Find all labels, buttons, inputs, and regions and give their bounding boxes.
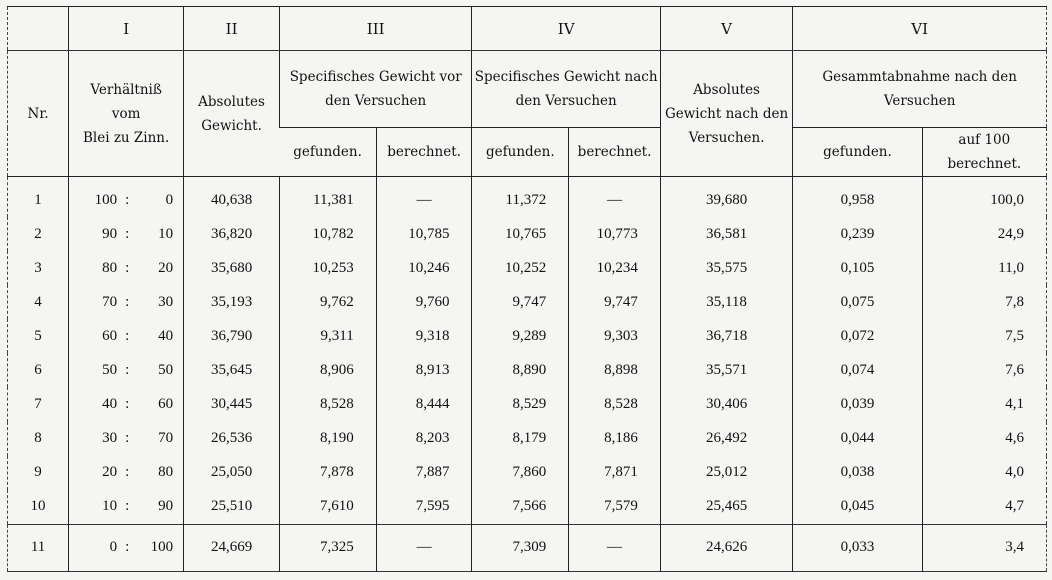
header-absn-line2: Gewicht nach den bbox=[664, 105, 789, 122]
cell-decrease-per-100: 7,6 bbox=[922, 353, 1046, 387]
cell-nr: 8 bbox=[34, 430, 42, 447]
cell-nr: 1 bbox=[34, 191, 42, 208]
ratio-tin: 0 bbox=[165, 191, 174, 208]
cell-absolute-weight-after: 35,571 bbox=[660, 353, 792, 387]
ratio-lead: 30 bbox=[102, 430, 118, 447]
cell-spv-found: 11,381 bbox=[279, 177, 376, 218]
ratio-tin: 10 bbox=[158, 225, 174, 242]
header-absolute-weight-after bbox=[660, 51, 792, 177]
ratio-tin: 30 bbox=[158, 293, 174, 310]
cell-spv-calculated: 8,913 bbox=[376, 353, 472, 387]
cell-decrease-per-100: 3,4 bbox=[922, 524, 1046, 571]
cell-spn-calculated: 8,186 bbox=[569, 422, 661, 456]
cell-decrease-found: 0,038 bbox=[793, 456, 922, 490]
cell-absolute-weight-after: 25,465 bbox=[660, 490, 792, 525]
cell-nr: 11 bbox=[8, 524, 69, 571]
table-row bbox=[8, 251, 1047, 285]
cell-spn-found: 10,765 bbox=[472, 217, 569, 251]
cell-spv-calculated: — bbox=[376, 524, 472, 571]
cell-spn-found: 7,566 bbox=[472, 490, 569, 525]
ratio-tin: 90 bbox=[158, 498, 174, 515]
cell-absolute-weight: 40,638 bbox=[184, 177, 280, 218]
cell-absolute-weight: 35,680 bbox=[184, 251, 280, 285]
cell-spn-found: 7,309 bbox=[472, 524, 569, 571]
table-row bbox=[8, 319, 1047, 353]
cell-decrease-per-100: 7,5 bbox=[922, 319, 1046, 353]
cell-spn-calculated: 8,898 bbox=[569, 353, 661, 387]
cell-spv-found: 8,528 bbox=[279, 387, 376, 421]
subheader-abn-per-100: auf 100 berechnet. bbox=[922, 128, 1046, 177]
cell-spn-calculated: 10,234 bbox=[569, 251, 661, 285]
subheader-spv-calculated: berechnet. bbox=[376, 128, 472, 177]
table-row bbox=[8, 387, 1047, 421]
cell-spv-calculated: 7,595 bbox=[376, 490, 472, 525]
header-spec-weight-after bbox=[472, 51, 660, 128]
header-total-decrease bbox=[793, 51, 1047, 128]
cell-absolute-weight-after: 36,718 bbox=[660, 319, 792, 353]
table-row bbox=[8, 177, 1047, 218]
cell-decrease-found: 0,239 bbox=[793, 217, 922, 251]
cell-spn-found: 11,372 bbox=[472, 177, 569, 218]
cell-absolute-weight: 36,790 bbox=[184, 319, 280, 353]
cell-ratio: 10 : 90 bbox=[69, 490, 184, 525]
ratio-lead: 60 bbox=[102, 327, 118, 344]
header-nr: Nr. bbox=[8, 51, 69, 177]
cell-decrease-found: 0,074 bbox=[793, 353, 922, 387]
cell-spv-found: 7,878 bbox=[279, 456, 376, 490]
table-row bbox=[8, 353, 1047, 387]
cell-absolute-weight: 35,645 bbox=[184, 353, 280, 387]
cell-ratio: 40 : 60 bbox=[69, 387, 184, 421]
table-row bbox=[8, 217, 1047, 251]
cell-spv-found: 10,782 bbox=[279, 217, 376, 251]
table-row bbox=[8, 456, 1047, 490]
cell-absolute-weight: 30,445 bbox=[184, 387, 280, 421]
header-abs-line2: Gewicht. bbox=[201, 117, 262, 134]
ratio-tin: 70 bbox=[158, 430, 174, 447]
cell-absolute-weight: 25,510 bbox=[184, 490, 280, 525]
cell-spn-calculated: 8,528 bbox=[569, 387, 661, 421]
cell-absolute-weight-after: 36,581 bbox=[660, 217, 792, 251]
cell-spv-found: 8,906 bbox=[279, 353, 376, 387]
cell-ratio: 70 : 30 bbox=[69, 285, 184, 319]
cell-ratio: 100 : 0 bbox=[69, 177, 184, 218]
cell-ratio: 0 : 100 bbox=[69, 524, 184, 571]
cell-decrease-found: 0,044 bbox=[793, 422, 922, 456]
cell-decrease-per-100: 4,7 bbox=[922, 490, 1046, 525]
cell-decrease-found: 0,105 bbox=[793, 251, 922, 285]
cell-spv-found: 7,325 bbox=[279, 524, 376, 571]
cell-absolute-weight: 24,669 bbox=[184, 524, 280, 571]
header-abn-line1: Gesammtabnahme nach den bbox=[822, 69, 1017, 85]
cell-spn-calculated: 9,303 bbox=[569, 319, 661, 353]
cell-spn-found: 9,747 bbox=[472, 285, 569, 319]
cell-ratio: 50 : 50 bbox=[69, 353, 184, 387]
header-abn-line2: Versuchen bbox=[883, 93, 956, 109]
cell-nr: 6 bbox=[34, 361, 42, 378]
table-row bbox=[8, 524, 1047, 571]
header-ratio-line2: vom bbox=[111, 105, 141, 122]
cell-spn-found: 7,860 bbox=[472, 456, 569, 490]
subheader-abn-found: gefunden. bbox=[793, 128, 922, 177]
header-absolute-weight bbox=[184, 51, 280, 177]
ratio-lead: 10 bbox=[102, 498, 118, 515]
cell-ratio: 80 : 20 bbox=[69, 251, 184, 285]
cell-spn-found: 9,289 bbox=[472, 319, 569, 353]
cell-spn-found: 8,529 bbox=[472, 387, 569, 421]
roman-III: III bbox=[279, 7, 472, 51]
ratio-tin: 80 bbox=[158, 464, 174, 481]
header-absn-line1: Absolutes bbox=[693, 81, 760, 98]
ratio-lead: 100 bbox=[94, 191, 118, 208]
cell-spv-calculated: 8,444 bbox=[376, 387, 472, 421]
subheader-spn-calculated: berechnet. bbox=[569, 128, 661, 177]
roman-VI: VI bbox=[793, 7, 1047, 51]
roman-V: V bbox=[660, 7, 792, 51]
header-row bbox=[8, 51, 1047, 128]
cell-spv-calculated: 9,318 bbox=[376, 319, 472, 353]
cell-spn-found: 8,179 bbox=[472, 422, 569, 456]
roman-I: I bbox=[69, 7, 184, 51]
cell-decrease-found: 0,958 bbox=[793, 177, 922, 218]
table-row bbox=[8, 490, 1047, 525]
cell-absolute-weight: 36,820 bbox=[184, 217, 280, 251]
ratio-lead: 70 bbox=[102, 293, 118, 310]
cell-decrease-found: 0,045 bbox=[793, 490, 922, 525]
subheader-spn-found: gefunden. bbox=[472, 128, 569, 177]
cell-spn-calculated: — bbox=[569, 177, 661, 218]
cell-spv-found: 8,190 bbox=[279, 422, 376, 456]
cell-nr: 3 bbox=[34, 259, 42, 276]
table-row bbox=[8, 285, 1047, 319]
cell-spv-calculated: 10,246 bbox=[376, 251, 472, 285]
cell-spn-found: 10,252 bbox=[472, 251, 569, 285]
cell-decrease-per-100: 100,0 bbox=[922, 177, 1046, 218]
ratio-tin: 40 bbox=[158, 327, 174, 344]
roman-II: II bbox=[184, 7, 280, 51]
cell-spv-found: 9,762 bbox=[279, 285, 376, 319]
cell-spn-found: 8,890 bbox=[472, 353, 569, 387]
cell-decrease-found: 0,075 bbox=[793, 285, 922, 319]
cell-spv-calculated: 9,760 bbox=[376, 285, 472, 319]
header-ratio bbox=[69, 51, 184, 177]
cell-absolute-weight-after: 25,012 bbox=[660, 456, 792, 490]
cell-decrease-found: 0,033 bbox=[793, 524, 922, 571]
header-spec-weight-before bbox=[279, 51, 472, 128]
ratio-lead: 20 bbox=[102, 464, 118, 481]
cell-decrease-per-100: 11,0 bbox=[922, 251, 1046, 285]
header-abs-line1: Absolutes bbox=[198, 93, 265, 110]
ratio-lead: 90 bbox=[102, 225, 118, 242]
header-spn-line1: Specifisches Gewicht nach bbox=[474, 69, 658, 85]
cell-decrease-per-100: 4,0 bbox=[922, 456, 1046, 490]
subheader-spv-found: gefunden. bbox=[279, 128, 376, 177]
cell-ratio: 20 : 80 bbox=[69, 456, 184, 490]
cell-ratio: 60 : 40 bbox=[69, 319, 184, 353]
cell-spn-calculated: — bbox=[569, 524, 661, 571]
cell-spv-found: 7,610 bbox=[279, 490, 376, 525]
cell-spv-calculated: 10,785 bbox=[376, 217, 472, 251]
ratio-tin: 20 bbox=[158, 259, 174, 276]
ratio-lead: 80 bbox=[102, 259, 118, 276]
cell-nr: 2 bbox=[34, 225, 42, 242]
cell-nr: 10 bbox=[30, 498, 46, 515]
cell-spv-calculated: — bbox=[376, 177, 472, 218]
header-ratio-line3: Blei zu Zinn. bbox=[82, 129, 170, 146]
roman-numeral-row bbox=[8, 7, 1047, 51]
cell-decrease-per-100: 7,8 bbox=[922, 285, 1046, 319]
header-ratio-line1: Verhältniß bbox=[90, 81, 162, 98]
cell-nr: 9 bbox=[34, 464, 42, 481]
cell-ratio: 30 : 70 bbox=[69, 422, 184, 456]
table-row bbox=[8, 422, 1047, 456]
cell-absolute-weight-after: 39,680 bbox=[660, 177, 792, 218]
cell-absolute-weight: 26,536 bbox=[184, 422, 280, 456]
cell-absolute-weight: 25,050 bbox=[184, 456, 280, 490]
cell-absolute-weight-after: 35,575 bbox=[660, 251, 792, 285]
cell-decrease-per-100: 24,9 bbox=[922, 217, 1046, 251]
ratio-tin: 50 bbox=[158, 361, 174, 378]
cell-nr: 7 bbox=[34, 396, 42, 413]
cell-decrease-found: 0,072 bbox=[793, 319, 922, 353]
cell-spv-calculated: 8,203 bbox=[376, 422, 472, 456]
cell-absolute-weight-after: 30,406 bbox=[660, 387, 792, 421]
cell-absolute-weight-after: 24,626 bbox=[660, 524, 792, 571]
header-spv-line1: Specifisches Gewicht vor bbox=[289, 69, 462, 85]
cell-ratio: 90 : 10 bbox=[69, 217, 184, 251]
cell-spn-calculated: 7,871 bbox=[569, 456, 661, 490]
ratio-tin: 60 bbox=[158, 396, 174, 413]
cell-spn-calculated: 10,773 bbox=[569, 217, 661, 251]
cell-decrease-per-100: 4,6 bbox=[922, 422, 1046, 456]
cell-spv-found: 9,311 bbox=[279, 319, 376, 353]
ratio-lead: 0 bbox=[109, 539, 118, 556]
header-spv-line2: den Versuchen bbox=[325, 93, 427, 109]
cell-decrease-found: 0,039 bbox=[793, 387, 922, 421]
cell-decrease-per-100: 4,1 bbox=[922, 387, 1046, 421]
header-spn-line2: den Versuchen bbox=[515, 93, 617, 109]
ratio-lead: 40 bbox=[102, 396, 118, 413]
roman-IV: IV bbox=[472, 7, 660, 51]
lead-tin-alloy-table bbox=[7, 6, 1047, 572]
header-absn-line3: Versuchen. bbox=[688, 129, 765, 146]
cell-spv-found: 10,253 bbox=[279, 251, 376, 285]
table-body bbox=[8, 177, 1047, 572]
cell-absolute-weight-after: 26,492 bbox=[660, 422, 792, 456]
ratio-tin: 100 bbox=[150, 539, 174, 556]
cell-nr: 4 bbox=[34, 293, 42, 310]
cell-absolute-weight: 35,193 bbox=[184, 285, 280, 319]
cell-spn-calculated: 7,579 bbox=[569, 490, 661, 525]
cell-spv-calculated: 7,887 bbox=[376, 456, 472, 490]
cell-spn-calculated: 9,747 bbox=[569, 285, 661, 319]
nr-roman-cell bbox=[8, 7, 69, 51]
cell-absolute-weight-after: 35,118 bbox=[660, 285, 792, 319]
cell-nr: 5 bbox=[34, 327, 42, 344]
ratio-lead: 50 bbox=[102, 361, 118, 378]
